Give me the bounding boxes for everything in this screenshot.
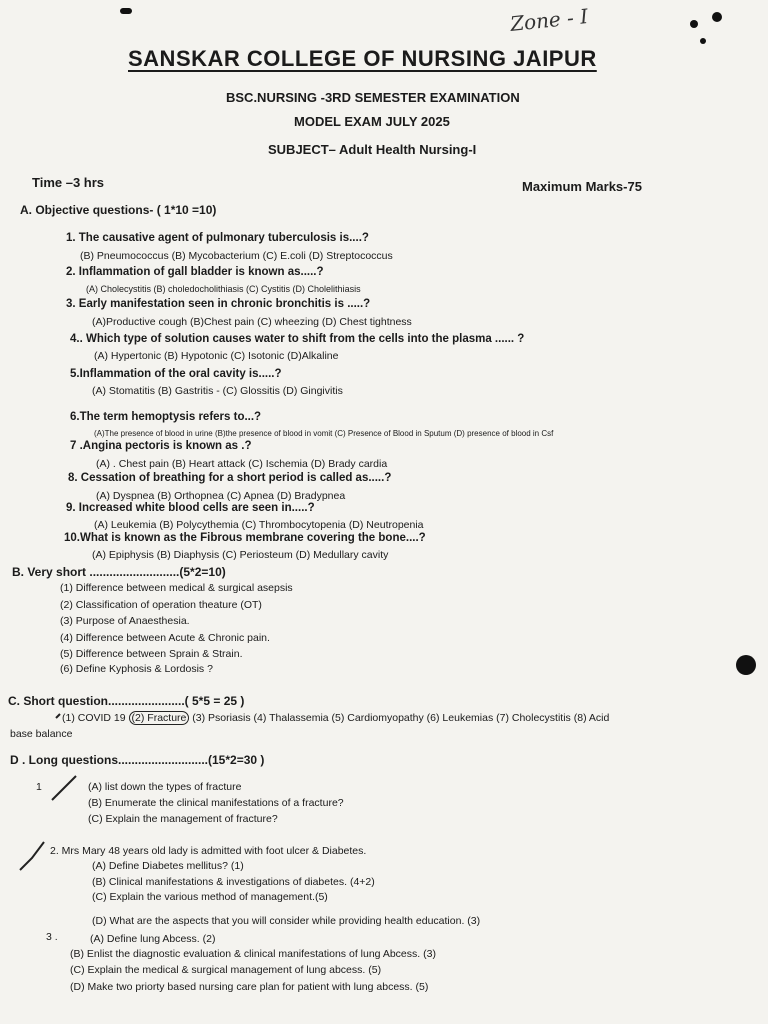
options: (A) Stomatitis (B) Gastritis - (C) Glossitis (D) Gingivitis xyxy=(92,385,343,397)
list-item: (3) Purpose of Anaesthesia. xyxy=(60,615,190,627)
check-mark xyxy=(20,842,44,870)
sub-question: (B) Enlist the diagnostic evaluation & clinical manifestations of lung Abcess. (3) xyxy=(70,948,436,960)
list-item: (2) Classification of operation theature (OT) xyxy=(60,599,262,611)
check-mark xyxy=(52,776,76,800)
question-number: 1 xyxy=(36,781,42,793)
options: (A) Leukemia (B) Polycythemia (C) Thrombocytopenia (D) Neutropenia xyxy=(94,519,424,531)
model-exam: MODEL EXAM JULY 2025 xyxy=(294,114,450,129)
options: (A) Dyspnea (B) Orthopnea (C) Apnea (D) Bradypnea xyxy=(96,490,346,502)
sub-question: (A) Define lung Abcess. (2) xyxy=(90,933,216,945)
subject: SUBJECT– Adult Health Nursing-I xyxy=(268,142,477,157)
question: 10.What is known as the Fibrous membrane covering the bone....? xyxy=(64,532,426,544)
section-d-title: D . Long questions...........................(15*2=30 ) xyxy=(10,753,265,767)
section-c-title: C. Short question.......................( 5*5 = 25 ) xyxy=(8,694,245,708)
options: (A)The presence of blood in urine (B)the presence of blood in vomit (C) Presence of Blood in Sputum (D) presence of blood in Csf xyxy=(94,429,554,438)
case-stem: 2. Mrs Mary 48 years old lady is admitted with foot ulcer & Diabetes. xyxy=(50,845,367,857)
options: (A) Epiphysis (B) Diaphysis (C) Periosteum (D) Medullary cavity xyxy=(92,549,389,561)
question: 3. Early manifestation seen in chronic bronchitis is .....? xyxy=(66,298,371,310)
question: 4.. Which type of solution causes water to shift from the cells into the plasma ...... ? xyxy=(70,333,525,345)
sub-question: (B) Enumerate the clinical manifestations of a fracture? xyxy=(88,797,344,809)
sub-question: (C) Explain the various method of management.(5) xyxy=(92,891,328,903)
max-marks: Maximum Marks-75 xyxy=(522,179,642,194)
options: (A) Cholecystitis (B) choledocholithiasis (C) Cystitis (D) Cholelithiasis xyxy=(86,284,361,294)
options: (A) Hypertonic (B) Hypotonic (C) Isotonic (D)Alkaline xyxy=(94,350,339,362)
sub-question: (B) Clinical manifestations & investigations of diabetes. (4+2) xyxy=(92,876,375,888)
question: 5.Inflammation of the oral cavity is.....? xyxy=(70,368,282,380)
options: (B) Pneumococcus (B) Mycobacterium (C) E.coli (D) Streptococcus xyxy=(80,250,393,262)
sub-question: (D) What are the aspects that you will consider while providing health education. (3) xyxy=(92,915,481,927)
sub-question: (C) Explain the management of fracture? xyxy=(88,813,278,825)
section-b-title: B. Very short ...........................(5*2=10) xyxy=(12,565,226,579)
options: (A)Productive cough (B)Chest pain (C) wheezing (D) Chest tightness xyxy=(92,316,412,328)
options: (A) . Chest pain (B) Heart attack (C) Ischemia (D) Brady cardia xyxy=(96,458,388,470)
section-a-title: A. Objective questions- ( 1*10 =10) xyxy=(20,203,217,217)
list-item: (4) Difference between Acute & Chronic pain. xyxy=(60,632,270,644)
question: 8. Cessation of breathing for a short period is called as.....? xyxy=(68,472,392,484)
question: 7 .Angina pectoris is known as .? xyxy=(70,440,252,452)
sub-question: (A) Define Diabetes mellitus? (1) xyxy=(92,860,244,872)
question: 2. Inflammation of gall bladder is known as.....? xyxy=(66,266,324,278)
list-item: (5) Difference between Sprain & Strain. xyxy=(60,648,243,660)
pen-tick xyxy=(56,714,60,718)
time: Time –3 hrs xyxy=(32,175,105,190)
question: 9. Increased white blood cells are seen in.....? xyxy=(66,502,315,514)
circled-question: (2) Fracture xyxy=(129,711,190,725)
sub-question: (D) Make two priorty based nursing care plan for patient with lung abcess. (5) xyxy=(70,981,429,993)
short-q-text: (1) COVID 19 xyxy=(62,712,126,724)
list-item: (1) Difference between medical & surgical asepsis xyxy=(60,582,293,594)
handwritten-note: Zone - I xyxy=(508,3,590,37)
sub-question: (C) Explain the medical & surgical management of lung abcess. (5) xyxy=(70,964,382,976)
sub-question: (A) list down the types of fracture xyxy=(88,781,242,793)
short-q-text: (3) Psoriasis (4) Thalassemia (5) Cardiomyopathy (6) Leukemias (7) Cholecystitis (8) Acid xyxy=(192,712,610,724)
exam-title: BSC.NURSING -3RD SEMESTER EXAMINATION xyxy=(226,90,520,105)
short-questions-cont: base balance xyxy=(10,728,73,740)
college-name: SANSKAR COLLEGE OF NURSING JAIPUR xyxy=(128,46,597,71)
question: 6.The term hemoptysis refers to...? xyxy=(70,411,262,423)
list-item: (6) Define Kyphosis & Lordosis ? xyxy=(60,663,213,675)
question-number: 3 . xyxy=(46,931,58,943)
question: 1. The causative agent of pulmonary tuberculosis is....? xyxy=(66,232,369,244)
